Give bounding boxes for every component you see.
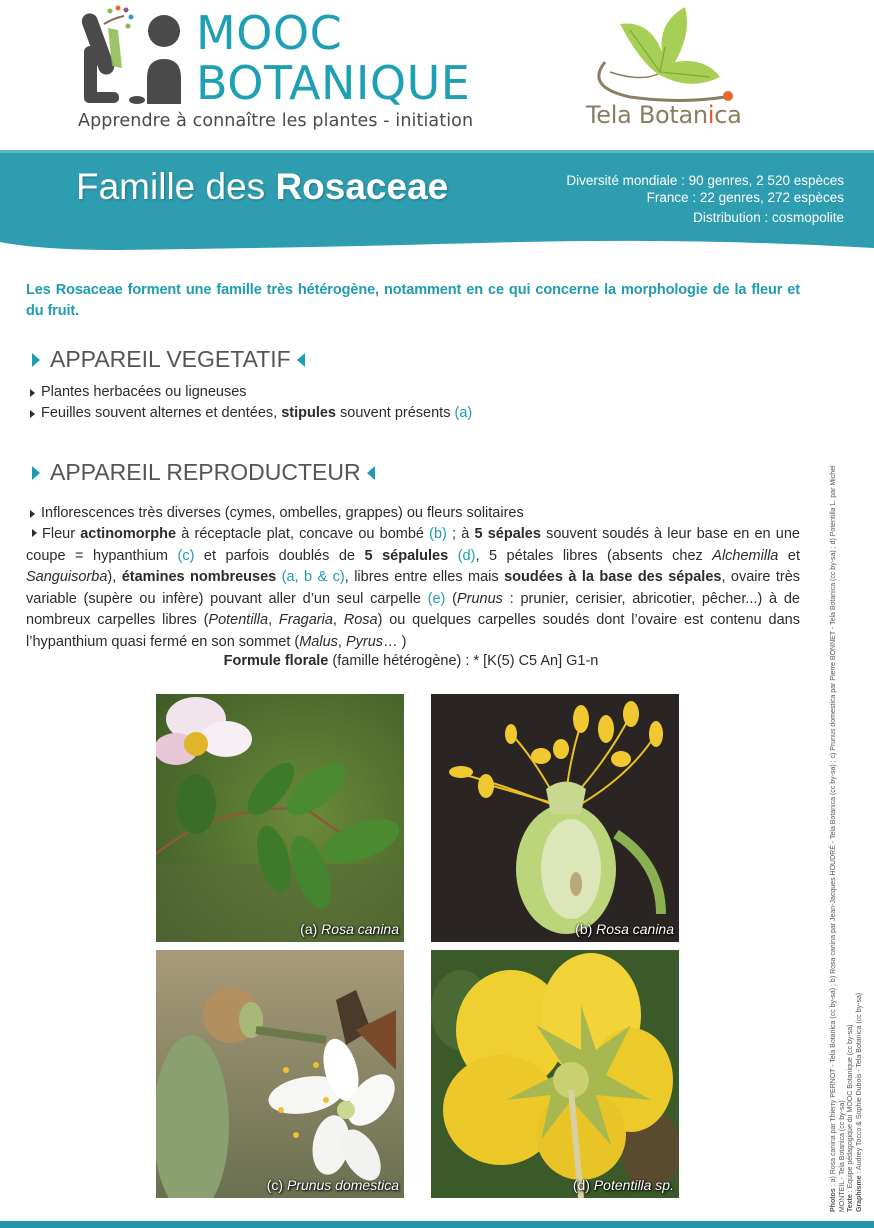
stat-france: France : 22 genres, 272 espèces xyxy=(646,190,844,205)
photo-c-prunus-domestica xyxy=(156,950,404,1198)
mooc-tagline: Apprendre à connaître les plantes - initiation xyxy=(78,111,474,131)
ivy-leaf-icon xyxy=(580,2,780,107)
credits-photos-cont: MONTEIL - Tela Botanica (cc by-sa) xyxy=(838,1100,846,1212)
triangle-left-icon xyxy=(297,353,305,367)
stat-distribution: Distribution : cosmopolite xyxy=(693,210,844,225)
mooc-person-plant-icon xyxy=(76,4,191,108)
page-title: Famille des Rosaceae xyxy=(76,166,449,207)
bullet-triangle-icon xyxy=(32,529,37,537)
tela-botanica-wordmark: Tela Botanica xyxy=(586,101,742,129)
photo-caption: (d) Potentilla sp. xyxy=(572,1177,674,1193)
mooc-title-line1: MOOC xyxy=(196,6,343,60)
mooc-botanique-logo xyxy=(76,4,486,134)
prunus-domestica-image xyxy=(156,950,404,1198)
stat-world-diversity: Diversité mondiale : 90 genres, 2 520 espèces xyxy=(566,173,844,188)
photo-a-rosa-canina-leaf xyxy=(156,694,404,942)
triangle-left-icon xyxy=(367,466,375,480)
family-stats xyxy=(566,172,844,226)
intro-paragraph: Les Rosaceae forment une famille très hétérogène, notamment en ce qui concerne la morphologie de la fleur et du fruit. xyxy=(26,282,800,319)
mooc-title xyxy=(196,8,470,108)
tela-botanica-logo xyxy=(580,2,780,137)
bullet-triangle-icon xyxy=(30,410,35,418)
photo-d-potentilla xyxy=(431,950,679,1198)
mooc-title-line2: BOTANIQUE xyxy=(196,56,471,110)
bullet-triangle-icon xyxy=(30,389,35,397)
heading-appareil-reproducteur: APPAREIL REPRODUCTEUR xyxy=(32,459,375,486)
list-item: Feuilles souvent alternes et dentées, stipules souvent présents (a) xyxy=(30,403,472,424)
potentilla-image xyxy=(431,950,679,1198)
triangle-right-icon xyxy=(32,466,40,480)
photo-b-rosa-canina-section xyxy=(431,694,679,942)
footer-bar xyxy=(0,1221,874,1228)
rosa-canina-leaf-image xyxy=(156,694,404,942)
rosa-canina-section-image xyxy=(431,694,679,942)
photo-credits xyxy=(830,412,864,1212)
photo-caption: (c) Prunus domestica xyxy=(266,1177,399,1193)
bullet-triangle-icon xyxy=(30,510,35,518)
photo-caption: (b) Rosa canina xyxy=(575,921,674,937)
list-item: Plantes herbacées ou ligneuses xyxy=(30,382,247,403)
credits-graphics: Graphisme : Audrey Tocco & Sophie Dubois - Tela Botanica (cc by-sa) xyxy=(855,992,863,1212)
figure-ref: (a) xyxy=(454,405,473,421)
flower-description-paragraph: Fleur actinomorphe à réceptacle plat, concave ou bombé (b) ; à 5 sépales souvent soudés à leur base en en une coupe = hypanthium (c) et parfois doublés de 5 sépalules (d), 5 pétales libres (absents chez Alchemilla et Sanguisorba), étamines nombreuses (a, b & c), libres entre elles mais soudées à la base des sépales, ovaire très variable (supère ou infère) pouvant aller d’un seul carpelle (e) (Prunus : prunier, cerisier, abricotier, pêcher...) à de nombreux carpelles libres (Potentilla, Fragaria, Rosa) ou quelques carpelles soudés dont l’ovaire est contenu dans l’hypanthium quasi fermé en son sommet (Malus, Pyrus… ) xyxy=(26,526,801,650)
photo-caption: (a) Rosa canina xyxy=(300,921,399,937)
list-item: Inflorescences très diverses (cymes, ombelles, grappes) ou fleurs solitaires xyxy=(30,503,524,524)
floral-formula: Formule florale (famille hétérogène) : * [K(5) C5 An] G1-n xyxy=(223,653,599,669)
credits-photos: Photos : a) Rosa canina par Thierry PERNOT - Tela Botanica (cc by-sa) ; b) Rosa canina par Jean-Jacques HOUDRÉ - Tela Botanica (cc by-sa) ; c) Prunus domestica par Pierre BONNET - Tela Botanica (cc by-sa) ; d) Potentilla L. par Michel xyxy=(830,465,837,1212)
credits-text: Texte : Equipe pédagogique du MOOC Botanique (cc by-sa) xyxy=(847,1024,854,1212)
heading-appareil-vegetatif: APPAREIL VEGETATIF xyxy=(32,346,305,373)
triangle-right-icon xyxy=(32,353,40,367)
